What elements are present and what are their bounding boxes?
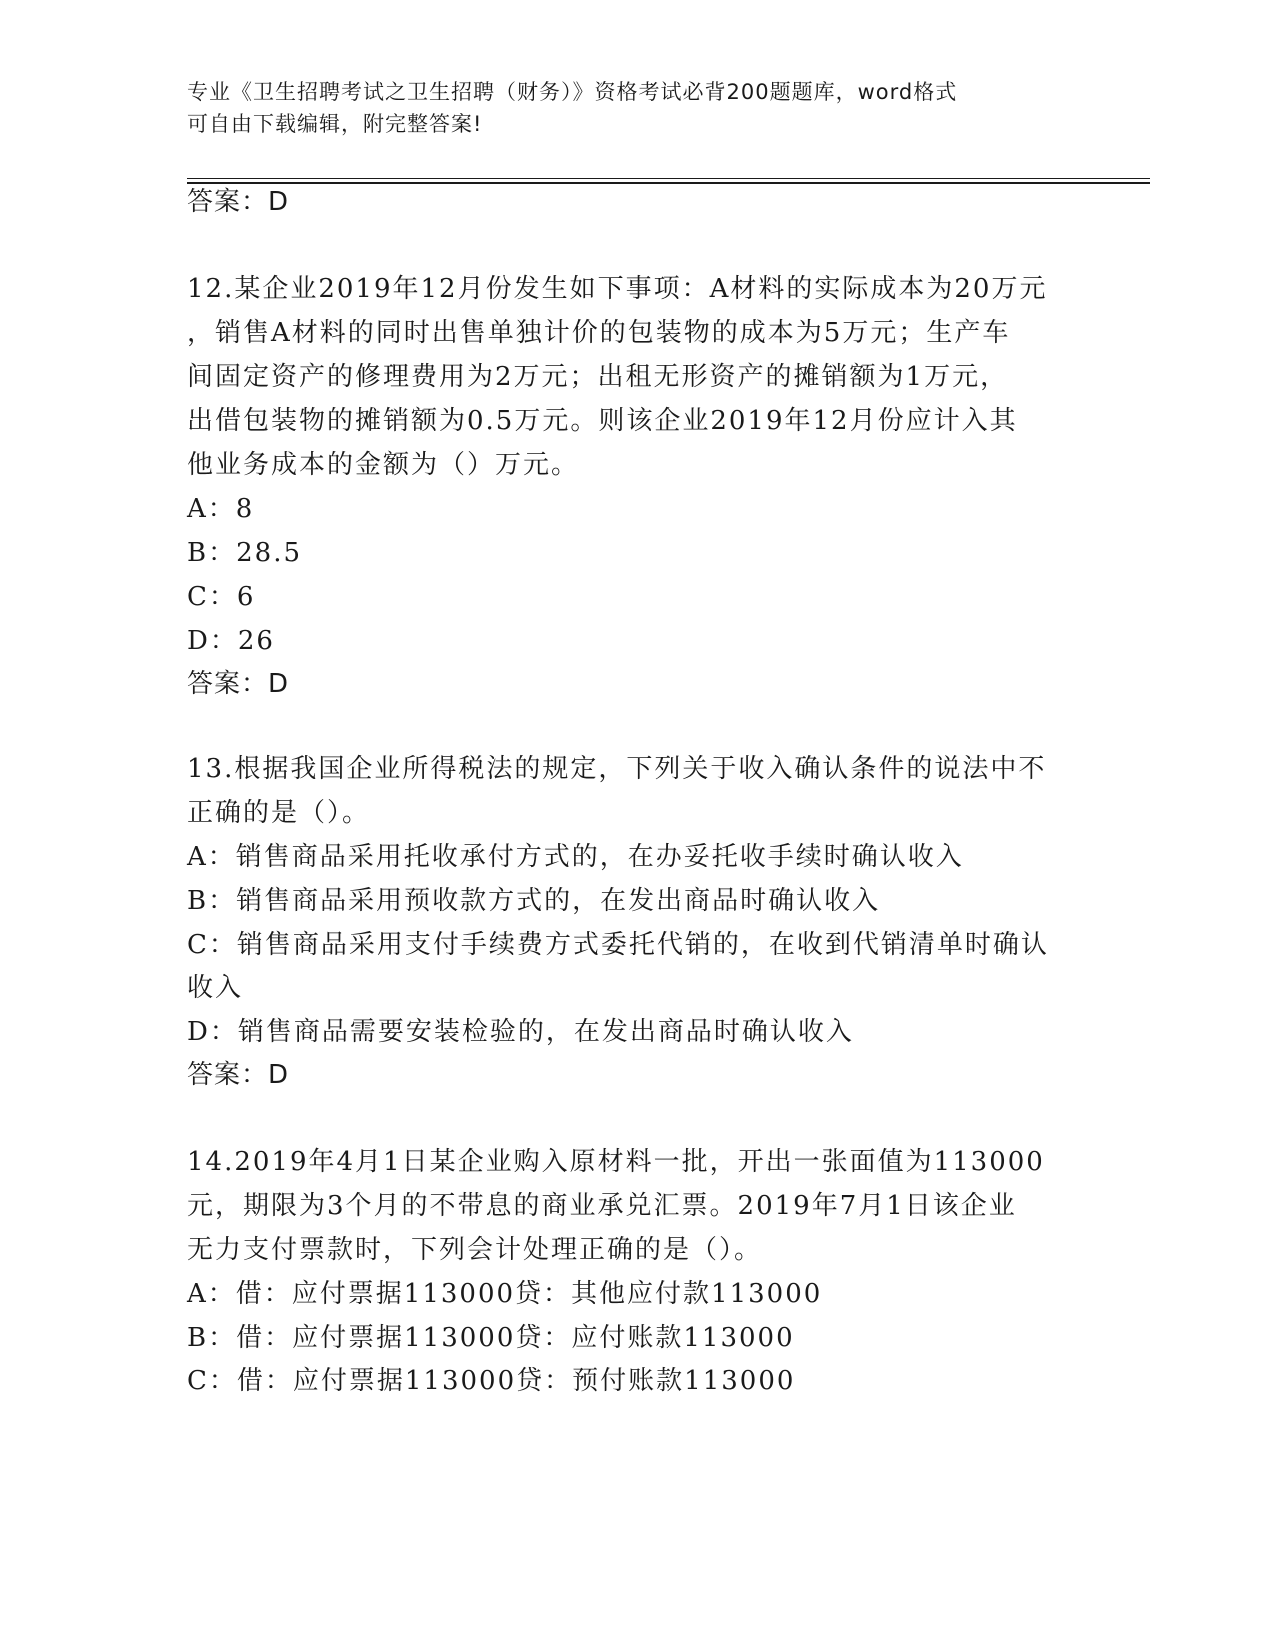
question-12-line-4: 出借包装物的摊销额为0.5万元。则该企业2019年12月份应计入其 bbox=[187, 406, 1018, 436]
question-14-option-b: B：借：应付票据113000贷：应付账款113000 bbox=[187, 1323, 795, 1353]
document-header bbox=[187, 76, 1067, 140]
question-14-line-1: 14.2019年4月1日某企业购入原材料一批，开出一张面值为113000 bbox=[187, 1147, 1045, 1177]
question-13-line-1: 13.根据我国企业所得税法的规定，下列关于收入确认条件的说法中不 bbox=[187, 754, 1047, 784]
question-13-line-2: 正确的是（）。 bbox=[187, 798, 371, 828]
question-12-option-c: C：6 bbox=[187, 582, 256, 612]
question-13-option-c: C：销售商品采用支付手续费方式委托代销的，在收到代销清单时确认 bbox=[187, 930, 1049, 960]
question-14-option-a: A：借：应付票据113000贷：其他应付款113000 bbox=[187, 1279, 823, 1309]
question-12-line-5: 他业务成本的金额为（）万元。 bbox=[187, 450, 580, 480]
header-line-2: 可自由下载编辑，附完整答案! bbox=[187, 112, 483, 136]
question-13-option-b: B：销售商品采用预收款方式的，在发出商品时确认收入 bbox=[187, 886, 881, 916]
question-13-option-a: A：销售商品采用托收承付方式的，在办妥托收手续时确认收入 bbox=[187, 842, 964, 872]
question-12-option-a: A：8 bbox=[187, 494, 255, 524]
question-12-line-1: 12.某企业2019年12月份发生如下事项：A材料的实际成本为20万元 bbox=[187, 274, 1048, 304]
question-12-line-3: 间固定资产的修理费用为2万元；出租无形资产的摊销额为1万元， bbox=[187, 362, 1009, 392]
question-13-answer: 答案：D bbox=[187, 1060, 290, 1090]
question-12-line-2: ，销售A材料的同时出售单独计价的包装物的成本为5万元；生产车 bbox=[187, 318, 1011, 348]
question-13-option-d: D：销售商品需要安装检验的，在发出商品时确认收入 bbox=[187, 1017, 854, 1047]
header-rule-thin bbox=[187, 178, 1150, 179]
question-12-answer: 答案：D bbox=[187, 669, 290, 699]
question-13-option-c-continued: 收入 bbox=[187, 973, 244, 1003]
question-12-option-b: B：28.5 bbox=[187, 538, 302, 568]
question-14-line-3: 无力支付票款时，下列会计处理正确的是（）。 bbox=[187, 1235, 763, 1265]
header-line-1: 专业《卫生招聘考试之卫生招聘（财务）》资格考试必背200题题库，word格式 bbox=[187, 80, 958, 104]
answer-line: 答案：D bbox=[187, 187, 290, 217]
question-14-option-c: C：借：应付票据113000贷：预付账款113000 bbox=[187, 1366, 796, 1396]
question-14-line-2: 元，期限为3个月的不带息的商业承兑汇票。2019年7月1日该企业 bbox=[187, 1191, 1017, 1221]
question-12-option-d: D：26 bbox=[187, 626, 275, 656]
header-rule-thick bbox=[187, 182, 1150, 184]
